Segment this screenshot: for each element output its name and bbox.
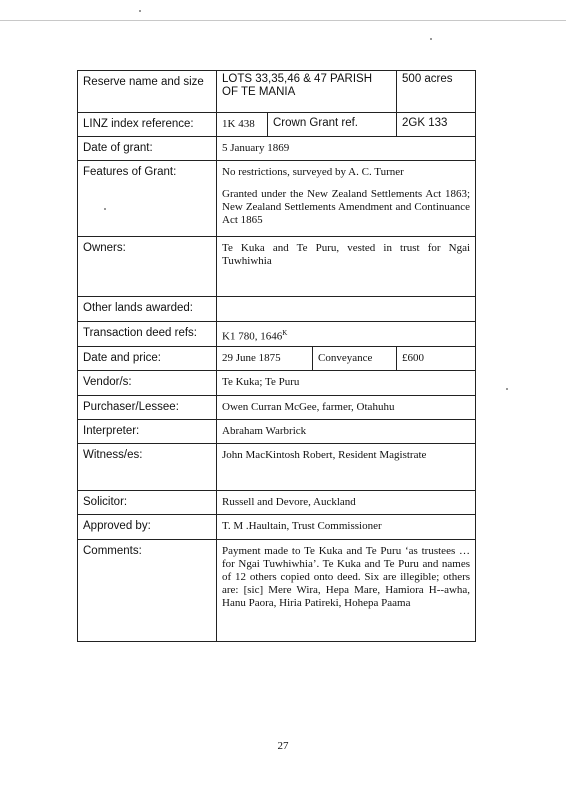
value-date-grant: 5 January 1869 — [217, 137, 476, 161]
page-number: 27 — [277, 740, 289, 752]
row-linz — [78, 113, 476, 137]
transaction-refs: K1 780, 1646 — [222, 330, 283, 343]
value-approved: T. M .Haultain, Trust Commissioner — [217, 514, 476, 539]
row-other-lands — [78, 297, 476, 322]
scan-speck — [139, 10, 141, 12]
value-reserve-name: LOTS 33,35,46 & 47 PARISH OF TE MANIA — [217, 71, 397, 113]
value-purchaser: Owen Curran McGee, farmer, Otahuhu — [217, 395, 476, 419]
scan-top-edge — [0, 20, 566, 21]
label-purchaser: Purchaser/Lessee: — [78, 395, 217, 419]
label-vendor: Vendor/s: — [78, 370, 217, 395]
value-features — [217, 161, 476, 237]
row-solicitor — [78, 490, 476, 514]
transaction-superscript: K — [282, 329, 288, 337]
scan-speck — [430, 38, 432, 40]
label-date-price: Date and price: — [78, 346, 217, 370]
label-comments: Comments: — [78, 539, 217, 641]
label-date-grant: Date of grant: — [78, 137, 217, 161]
grant-record-table — [77, 70, 476, 642]
row-transaction — [78, 322, 476, 347]
label-linz: LINZ index reference: — [78, 113, 217, 137]
row-date-grant — [78, 137, 476, 161]
value-crown-grant-ref: 2GK 133 — [397, 113, 476, 137]
label-features: Features of Grant: — [78, 161, 217, 237]
value-other-lands — [217, 297, 476, 322]
value-conveyance: Conveyance — [313, 346, 397, 370]
label-other-lands: Other lands awarded: — [78, 297, 217, 322]
row-interpreter — [78, 419, 476, 443]
row-approved — [78, 514, 476, 539]
row-witness — [78, 443, 476, 490]
scan-speck — [506, 388, 508, 390]
label-interpreter: Interpreter: — [78, 419, 217, 443]
value-interpreter: Abraham Warbrick — [217, 419, 476, 443]
label-approved: Approved by: — [78, 514, 217, 539]
value-owners: Te Kuka and Te Puru, vested in trust for Ngai Tuwhiwhia — [217, 237, 476, 297]
label-owners: Owners: — [78, 237, 217, 297]
value-transaction — [217, 322, 476, 347]
features-line-2: Granted under the New Zealand Settlements Act 1863; New Zealand Settlements Amendment and Continuance Act 1865 — [222, 188, 471, 226]
label-witness: Witness/es: — [78, 443, 217, 490]
value-linz-ref: 1K 438 — [217, 113, 268, 137]
label-solicitor: Solicitor: — [78, 490, 217, 514]
value-witness: John MacKintosh Robert, Resident Magistrate — [217, 443, 476, 490]
row-purchaser — [78, 395, 476, 419]
value-price: £600 — [397, 346, 476, 370]
label-reserve: Reserve name and size — [78, 71, 217, 113]
row-owners — [78, 237, 476, 297]
row-features — [78, 161, 476, 237]
value-reserve-size: 500 acres — [397, 71, 476, 113]
value-date: 29 June 1875 — [217, 346, 313, 370]
row-vendor — [78, 370, 476, 395]
features-line-1: No restrictions, surveyed by A. C. Turner — [222, 166, 404, 178]
row-date-price — [78, 346, 476, 370]
value-solicitor: Russell and Devore, Auckland — [217, 490, 476, 514]
row-reserve — [78, 71, 476, 113]
row-comments — [78, 539, 476, 641]
value-comments: Payment made to Te Kuka and Te Puru ‘as trustees … for Ngai Tuwhiwhia’. Te Kuka and Te Puru and names of 12 others copied onto deed. Six are illegible; others are: [sic] Mere Wira, Hepa Mare, Hamiora H--awha, Hanu Paora, Hiria Patireki, Hohepa Paama — [217, 539, 476, 641]
label-crown-grant: Crown Grant ref. — [268, 113, 397, 137]
value-vendor: Te Kuka; Te Puru — [217, 370, 476, 395]
label-transaction: Transaction deed refs: — [78, 322, 217, 347]
